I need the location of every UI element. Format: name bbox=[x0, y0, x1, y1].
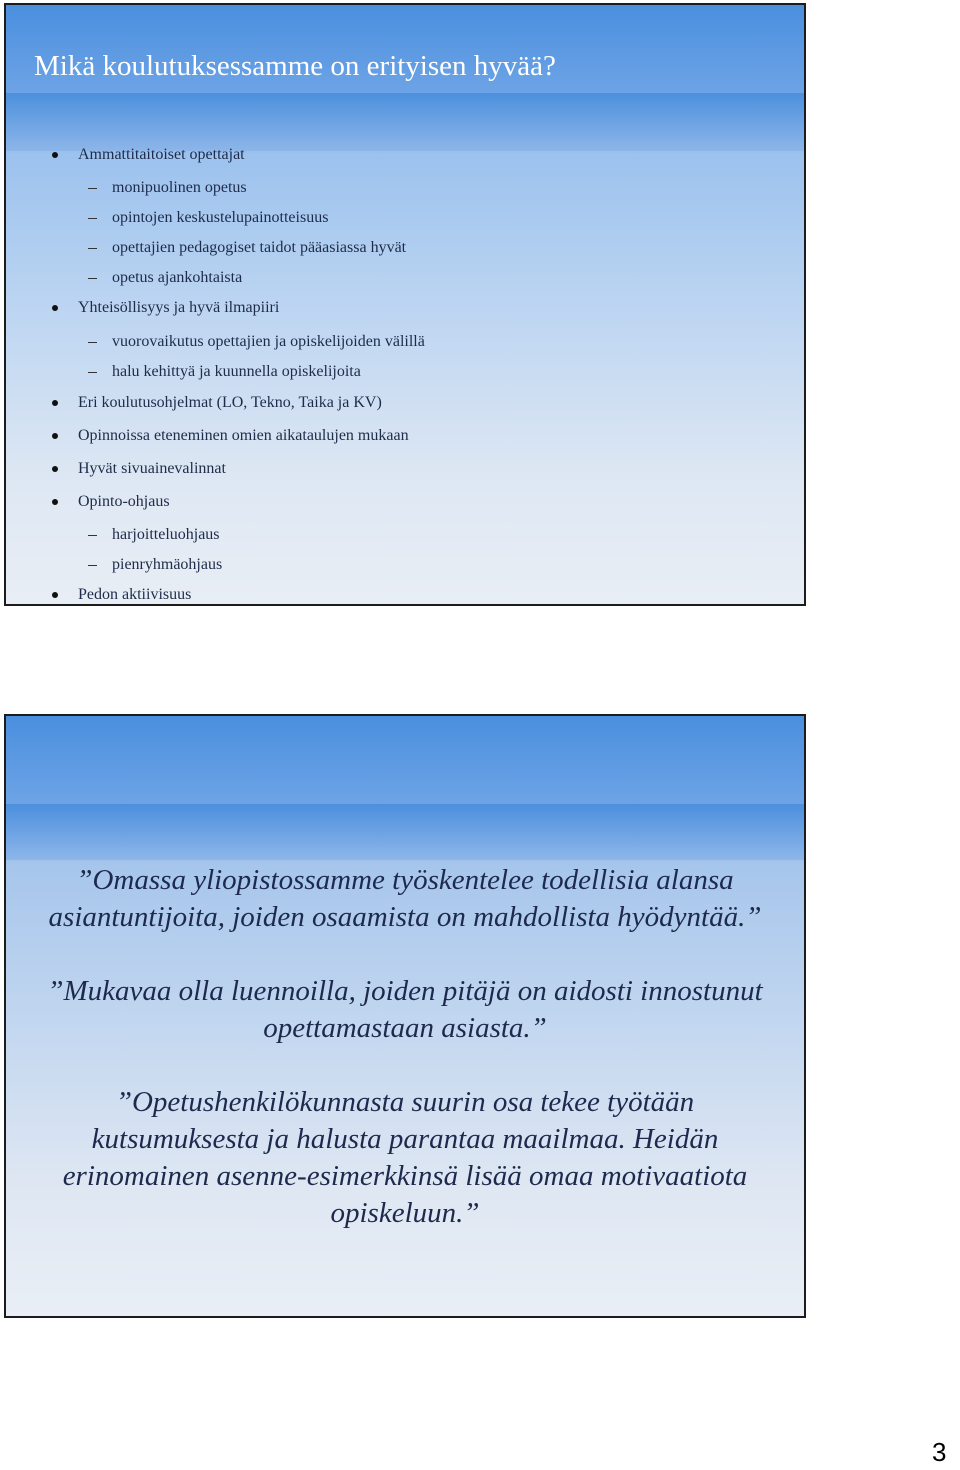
slide-title: Mikä koulutuksessamme on erityisen hyvää? bbox=[34, 50, 556, 82]
dash-icon bbox=[88, 372, 97, 373]
bullet-dot-icon bbox=[52, 305, 58, 311]
student-quote: ”Mukavaa olla luennoilla, joiden pitäjä on aidosti innostunut opettamastaan asiasta.” bbox=[47, 975, 763, 1044]
sub-bullet-item bbox=[112, 362, 361, 382]
bullet-dot-icon bbox=[52, 152, 58, 158]
dash-icon bbox=[88, 278, 97, 279]
student-quote: ”Omassa yliopistossamme työskentelee todellisia alansa asiantuntijoita, joiden osaamista on mahdollista hyödyntää.” bbox=[48, 864, 762, 933]
sub-bullet-item bbox=[112, 332, 425, 352]
bullet-dot-icon bbox=[52, 400, 58, 406]
bullet-dot-icon bbox=[52, 433, 58, 439]
sub-bullet-text: pienryhmäohjaus bbox=[112, 556, 223, 573]
title-band bbox=[6, 804, 804, 860]
bullet-text: Pedon aktiivisuus bbox=[78, 586, 192, 603]
title-band bbox=[6, 93, 804, 151]
bullet-item bbox=[78, 459, 226, 479]
bullet-item bbox=[78, 393, 382, 413]
sub-bullet-item bbox=[112, 555, 222, 575]
sub-bullet-text: opetus ajankohtaista bbox=[112, 269, 243, 286]
sub-bullet-text: harjoitteluohjaus bbox=[112, 526, 220, 543]
bullet-item bbox=[78, 585, 191, 605]
page-number: 3 bbox=[932, 1437, 947, 1467]
sub-bullet-item bbox=[112, 178, 247, 198]
sub-bullet-item bbox=[112, 208, 328, 228]
slide-1 bbox=[4, 3, 806, 606]
slide-2 bbox=[4, 714, 806, 1318]
dash-icon bbox=[88, 535, 97, 536]
sub-bullet-item bbox=[112, 268, 242, 288]
sub-bullet-text: vuorovaikutus opettajien ja opiskelijoiden välillä bbox=[112, 333, 425, 350]
sub-bullet-text: opintojen keskustelupainotteisuus bbox=[112, 209, 329, 226]
bullet-dot-icon bbox=[52, 592, 58, 598]
dash-icon bbox=[88, 188, 97, 189]
sub-bullet-text: opettajien pedagogiset taidot pääasiassa hyvät bbox=[112, 239, 407, 256]
bullet-text: Eri koulutusohjelmat (LO, Tekno, Taika ja KV) bbox=[78, 394, 382, 411]
student-quote: ”Opetushenkilökunnasta suurin osa tekee työtään kutsumuksesta ja halusta parantaa maailmaa. Heidän erinomainen asenne-esimerkkinsä lisää omaa motivaatiota opiskeluun.” bbox=[62, 1086, 748, 1229]
bullet-text: Opinto-ohjaus bbox=[78, 493, 170, 510]
sub-bullet-text: monipuolinen opetus bbox=[112, 179, 247, 196]
dash-icon bbox=[88, 342, 97, 343]
dash-icon bbox=[88, 248, 97, 249]
sub-bullet-text: halu kehittyä ja kuunnella opiskelijoita bbox=[112, 363, 361, 380]
bullet-dot-icon bbox=[52, 466, 58, 472]
sub-bullet-item bbox=[112, 525, 220, 545]
bullet-dot-icon bbox=[52, 499, 58, 505]
bullet-item bbox=[78, 492, 170, 512]
bullet-item bbox=[78, 298, 279, 318]
bullet-text: Opinnoissa eteneminen omien aikataulujen mukaan bbox=[78, 427, 409, 444]
dash-icon bbox=[88, 565, 97, 566]
bullet-item bbox=[78, 426, 409, 446]
bullet-item bbox=[78, 145, 245, 165]
bullet-text: Hyvät sivuainevalinnat bbox=[78, 460, 226, 477]
dash-icon bbox=[88, 218, 97, 219]
quote-list bbox=[6, 862, 804, 1269]
sub-bullet-item bbox=[112, 238, 406, 258]
bullet-text: Yhteisöllisyys ja hyvä ilmapiiri bbox=[78, 299, 280, 316]
bullet-text: Ammattitaitoiset opettajat bbox=[78, 146, 245, 163]
